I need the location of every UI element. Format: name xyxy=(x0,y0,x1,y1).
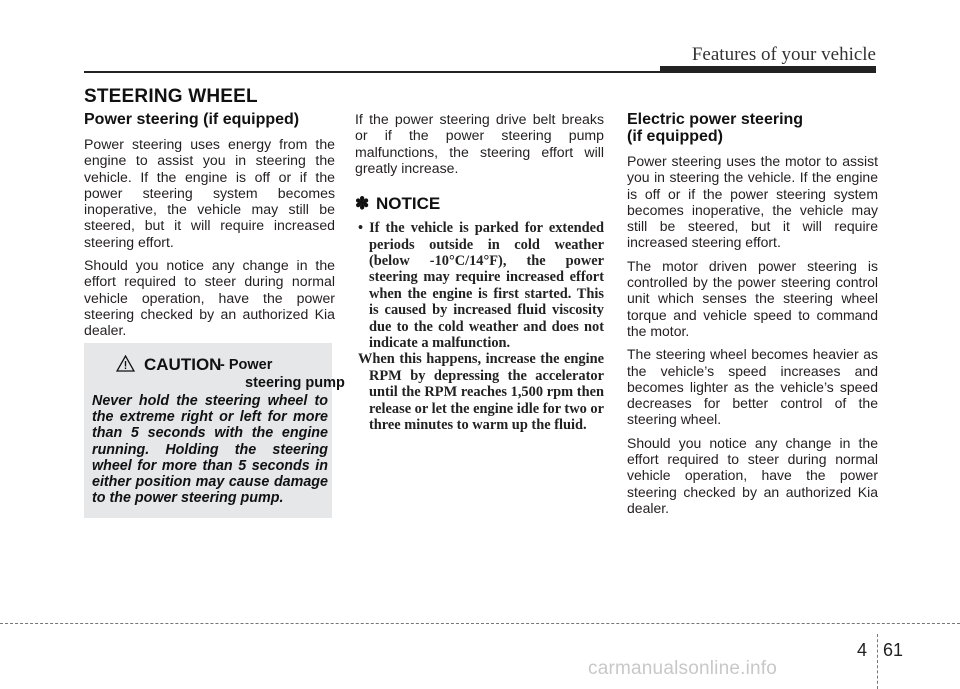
caution-subtitle-line2: steering pump xyxy=(245,375,345,391)
warning-triangle-icon xyxy=(116,355,135,372)
bullet-icon: • xyxy=(358,220,364,237)
caution-label: CAUTION xyxy=(144,355,222,374)
notice-heading xyxy=(355,194,604,214)
footer-vertical-divider xyxy=(877,634,878,689)
footer-divider xyxy=(0,623,960,624)
power-steering-heading: Power steering (if equipped) xyxy=(84,111,300,128)
notice-star-icon: ✽ xyxy=(355,194,370,214)
header-title: Features of your vehicle xyxy=(691,44,876,65)
heading-line2: (if equipped) xyxy=(627,128,723,145)
page-number: 61 xyxy=(883,640,904,660)
heading-line1: Electric power steering xyxy=(627,111,804,128)
paragraph: If the power steering drive belt breaks or if the power steering pump malfunctions, the steering effort will greatly increase. xyxy=(355,111,604,176)
paragraph: The steering wheel becomes heavier as the vehicle’s speed increases and becomes lighter as the vehicle’s speed decreases for better control of the steering wheel. xyxy=(627,346,878,428)
paragraph: Power steering uses the motor to assist you in steering the vehicle. If the engine is off or if the power steering system becomes inoperative, the vehicle may still be steered, but it will require increased steering effort. xyxy=(627,153,878,251)
watermark: carmanualsonline.info xyxy=(588,658,778,679)
chapter-number: 4 xyxy=(857,640,868,660)
paragraph: The motor driven power steering is controlled by the power steering control unit which senses the steering wheel torque and vehicle speed to command the motor. xyxy=(627,257,878,339)
caution-subtitle: - Power xyxy=(220,357,273,373)
electric-power-steering-heading xyxy=(627,111,878,145)
header-rule-accent xyxy=(660,66,876,73)
notice-text-part1: If the vehicle is parked for extended periods outside in cold weather (below -10°C/14°F), the power steering may require increased effort when the engine is first started. This is caused by increased fluid viscosity due to the cold weather and does not indicate a malfunction. xyxy=(369,220,604,352)
notice-text xyxy=(355,220,604,433)
paragraph: Should you notice any change in the effort required to steer during normal vehicle operation, have the power steering checked by an authorized Kia dealer. xyxy=(84,257,335,339)
notice-text-part2: When this happens, increase the engine RPM by depressing the accelerator until the RPM reaches 1,500 rpm then release or let the engine idle for two or three minutes to warm up the fluid. xyxy=(358,351,604,434)
notice-title: NOTICE xyxy=(375,194,441,214)
paragraph: Should you notice any change in the effort required to steer during normal vehicle operation, have the power steering checked by an authorized Kia dealer. xyxy=(627,434,878,516)
caution-box xyxy=(84,343,345,518)
section-title: STEERING WHEEL xyxy=(84,86,258,107)
paragraph: Power steering uses energy from the engine to assist you in steering the vehicle. If the engine is off or if the power steering system becomes inoperative, the vehicle may still be steered, but it will require increased steering effort. xyxy=(84,136,335,250)
column-middle xyxy=(355,111,604,433)
column-left xyxy=(84,111,335,346)
column-right xyxy=(627,111,878,523)
caution-text: Never hold the steering wheel to the extreme right or left for more than 5 seconds with the engine running. Holding the steering wheel for more than 5 seconds in either position may cause damage to the power steering pump. xyxy=(92,393,328,507)
